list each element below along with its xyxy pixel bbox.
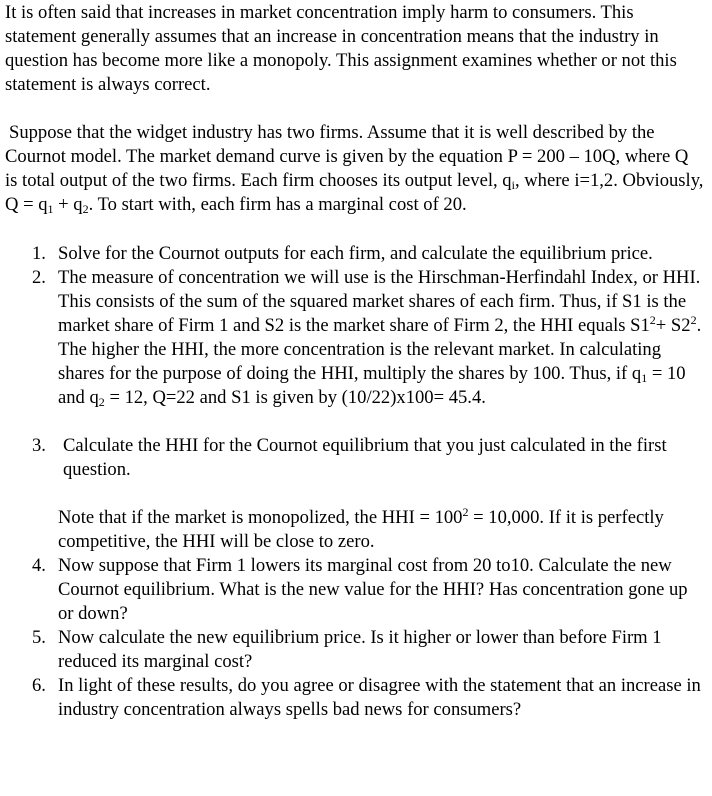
question-text-part: = 12, Q=22 and S1 is given by (10/22)x100= 45.4. <box>104 387 486 408</box>
question-number: 5. <box>32 627 46 648</box>
question-item-3 <box>5 434 704 482</box>
question-list-continued <box>5 554 704 722</box>
question-text: Calculate the HHI for the Cournot equilibrium that you just calculated in the first question. <box>63 435 667 480</box>
question-number: 6. <box>32 675 46 696</box>
setup-text-3: + q <box>53 194 83 215</box>
question-text-part: + S2 <box>655 315 691 336</box>
question-text: Now calculate the new equilibrium price. Is it higher or lower than before Firm 1 reduced its marginal cost? <box>58 627 662 672</box>
note-text-1: Note that if the market is monopolized, the HHI = 100 <box>58 507 463 528</box>
superscript: 2 <box>690 313 697 327</box>
setup-text-1: Suppose that the widget industry has two firms. Assume that it is well described by the Cournot model. The market demand curve is given by the equation P = 200 – 10Q, where Q is total output of the two firms. Each firm chooses its output level, q <box>5 122 689 191</box>
question-number: 2. <box>32 267 46 288</box>
setup-text-4: . To start with, each firm has a marginal cost of 20. <box>88 194 467 215</box>
setup-text-2: , where i=1,2. Obviously, Q = q <box>5 170 704 215</box>
question-item-6 <box>5 674 704 722</box>
question-item-4 <box>5 554 704 626</box>
intro-paragraph: It is often said that increases in market concentration imply harm to consumers. This statement generally assumes that an increase in concentration means that the industry in question has become more like a monopoly. This assignment examines whether or not this statement is always correct. <box>5 2 677 95</box>
question-text: Solve for the Cournot outputs for each firm, and calculate the equilibrium price. <box>58 243 653 264</box>
superscript: 2 <box>649 313 656 327</box>
question-item-5 <box>5 626 704 674</box>
question-number: 4. <box>32 555 46 576</box>
setup-sub-2: 2 <box>82 202 89 216</box>
subscript: 2 <box>98 395 105 409</box>
subscript: 1 <box>641 371 648 385</box>
question-number: 1. <box>32 243 46 264</box>
setup-sub-1: 1 <box>47 202 54 216</box>
setup-paragraph <box>5 121 704 217</box>
question-text: Now suppose that Firm 1 lowers its marginal cost from 20 to10. Calculate the new Cournot equilibrium. What is the new value for the HHI? Has concentration gone up or down? <box>58 555 688 624</box>
question-text-part: . The higher the HHI, the more concentration is the relevant market. In calculating shares for the purpose of doing the HHI, multiply the shares by 100. Thus, if q <box>58 315 702 384</box>
monopoly-note <box>5 506 704 554</box>
question-text: In light of these results, do you agree or disagree with the statement that an increase in industry concentration always spells bad news for consumers? <box>58 675 701 720</box>
question-item-2 <box>5 266 704 410</box>
question-text-part: The measure of concentration we will use is the Hirschman-Herfindahl Index, or HHI. This consists of the sum of the squared market shares of each firm. Thus, if S1 is the market share of Firm 1 and S2 is the market share of Firm 2, the HHI equals S1 <box>58 267 701 336</box>
question-item-1 <box>5 242 704 266</box>
setup-sub-i: i <box>511 178 515 192</box>
question-text-part: = 10 and q <box>58 363 686 408</box>
superscript: 2 <box>462 505 469 519</box>
question-list <box>5 242 704 482</box>
question-number: 3. <box>32 435 46 456</box>
note-text-2: = 10,000. If it is perfectly competitive, the HHI will be close to zero. <box>58 507 664 552</box>
